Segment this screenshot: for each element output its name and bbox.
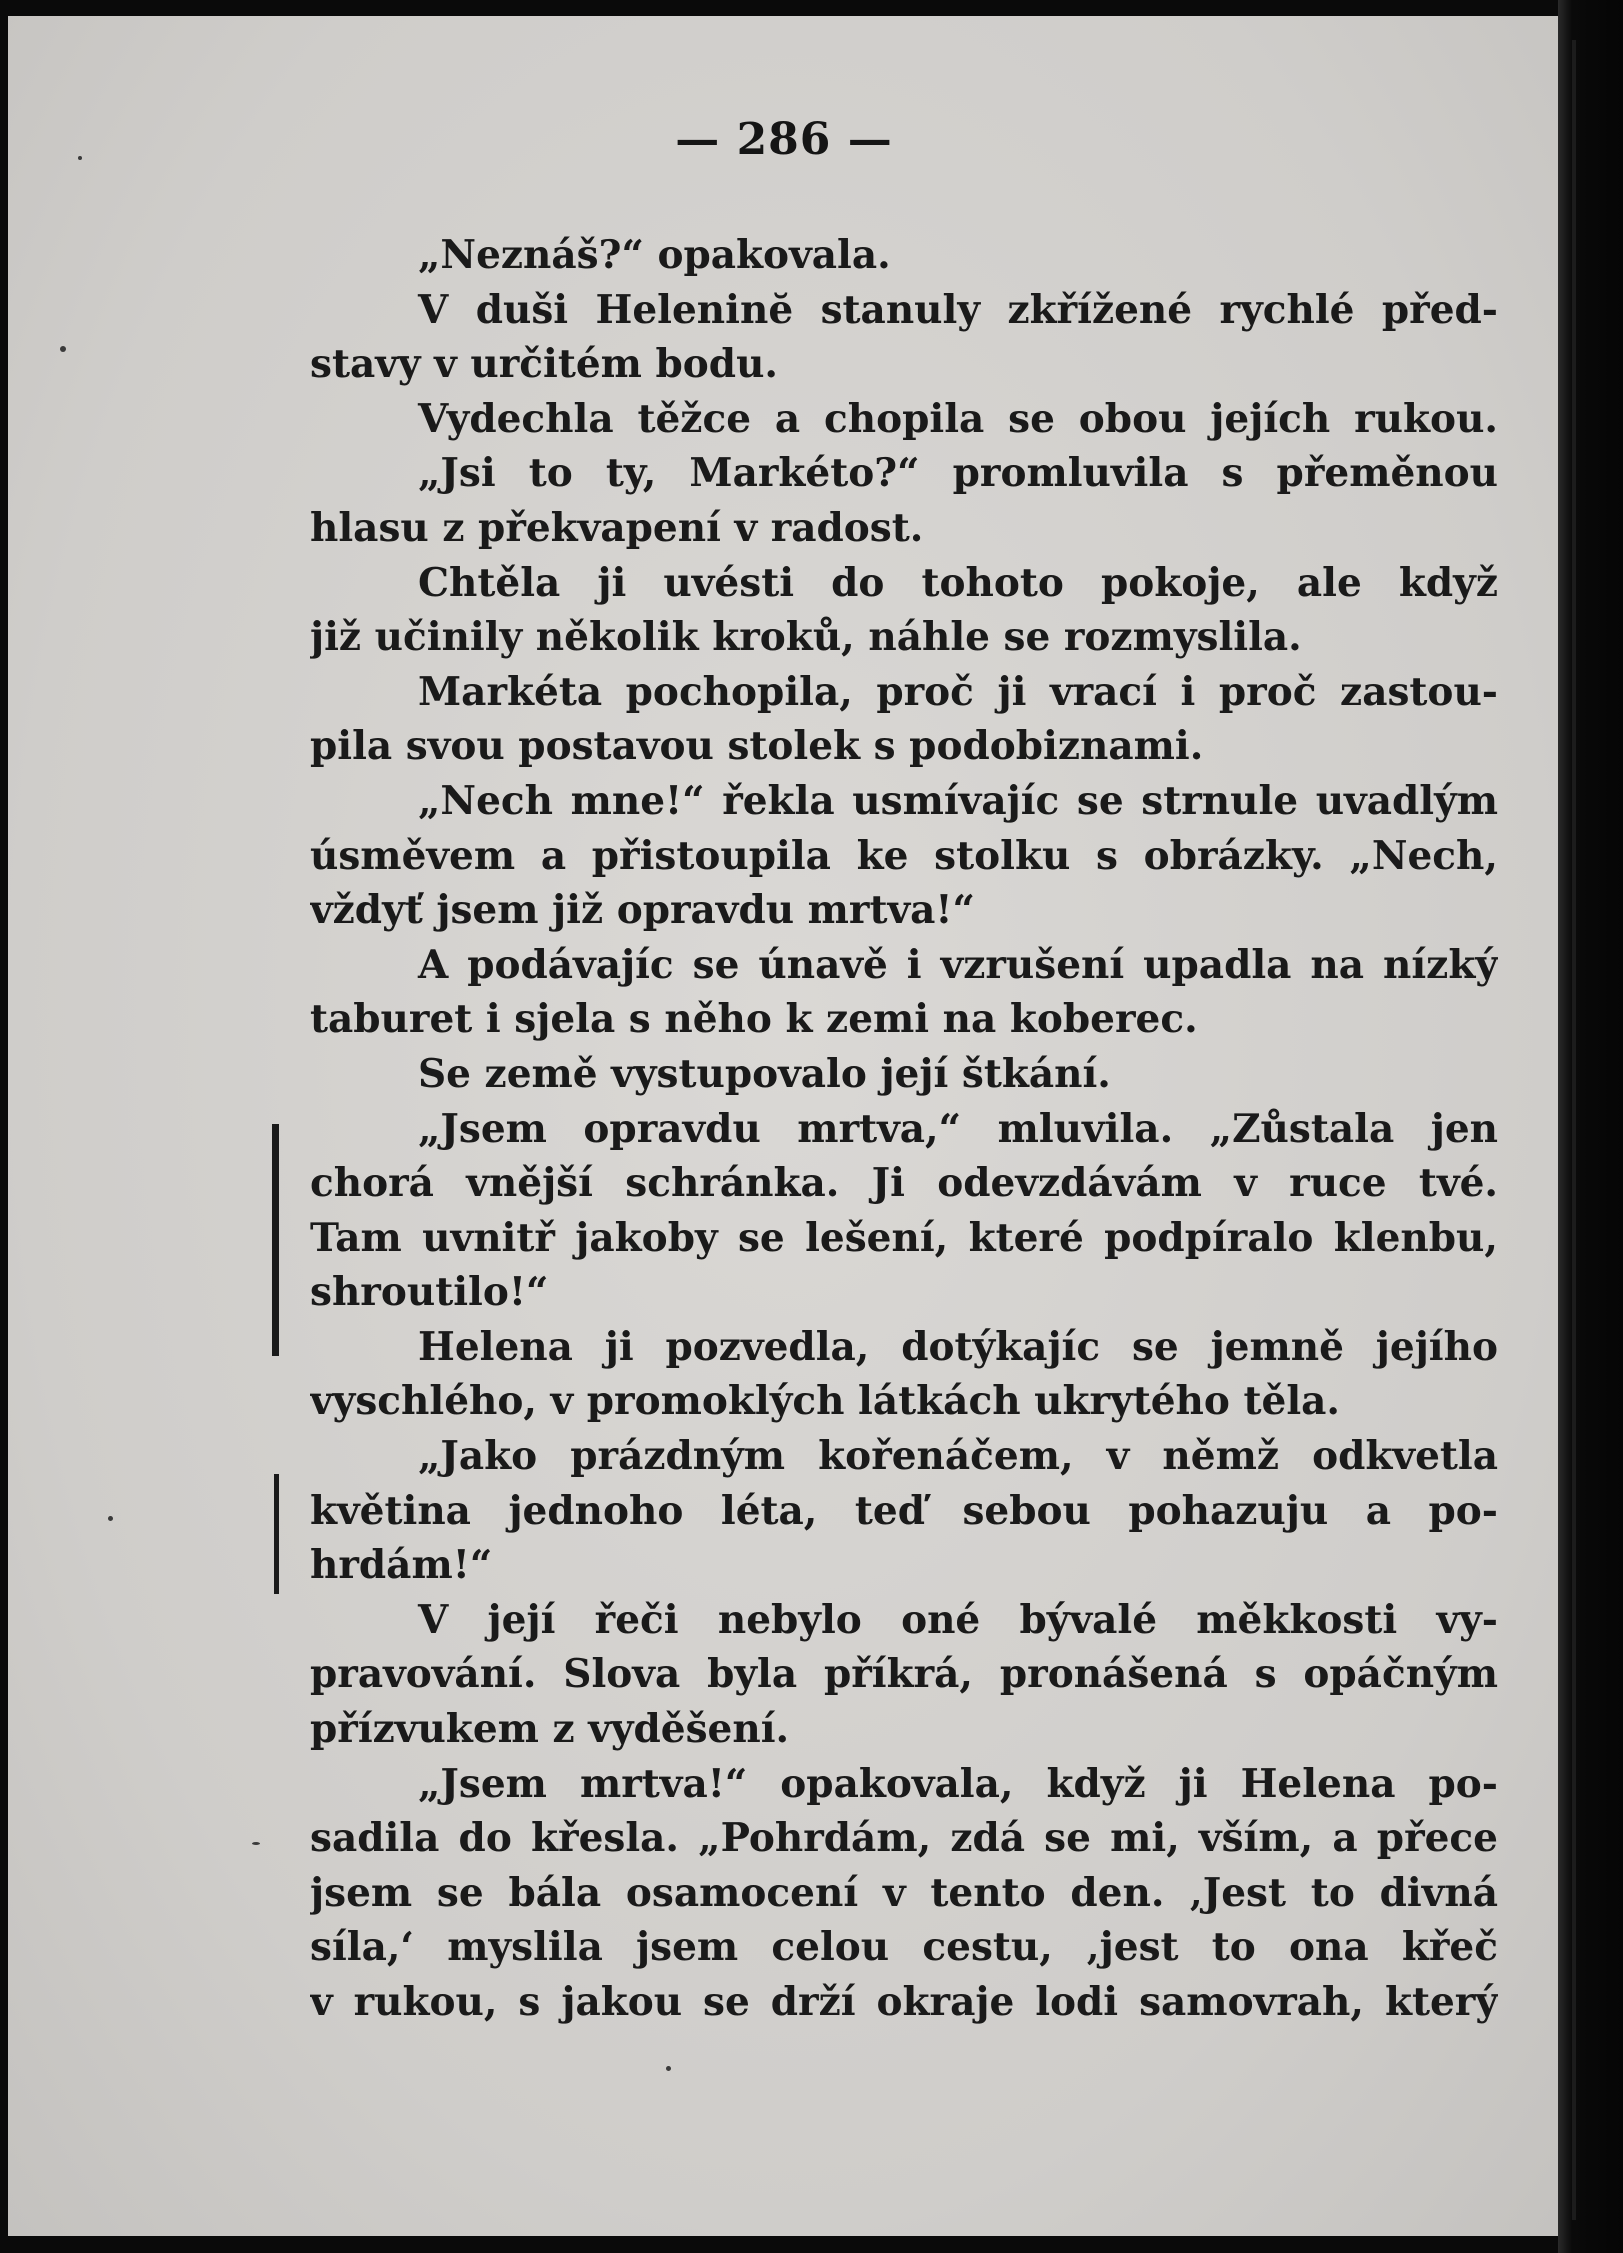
text-line: vždyť jsem již opravdu mrtva!“: [310, 887, 975, 934]
body-text: [310, 228, 1498, 2030]
text-line: „Neznáš?“ opakovala.: [418, 232, 891, 278]
text-line: A podávajíc se únavě i vzrušení upadla na nízký: [418, 941, 1498, 988]
text-line: stavy v určitém bodu.: [310, 341, 778, 388]
text-line: vyschlého, v promoklých látkách ukrytého těla.: [310, 1378, 1340, 1425]
margin-mark-upper: [272, 1124, 279, 1356]
text-line: květina jednoho léta, teď sebou pohazuju a po-: [310, 1487, 1498, 1534]
text-line: chorá vnější schránka. Ji odevzdávám v ruce tvé.: [310, 1160, 1498, 1207]
text-line: hrdám!“: [310, 1542, 493, 1589]
text-line: hlasu z překvapení v radost.: [310, 504, 924, 551]
text-line: V duši Heleninĕ stanuly zkřížené rychlé před-: [418, 286, 1498, 333]
text-line: „Jsem mrtva!“ opakovala, když ji Helena po-: [418, 1760, 1498, 1807]
text-line: Chtěla ji uvésti do tohoto pokoje, ale když: [418, 559, 1498, 606]
text-line: již učinily několik kroků, náhle se rozmyslila.: [310, 614, 1302, 661]
text-line: Se země vystupovalo její štkání.: [418, 1050, 1111, 1097]
text-line: taburet i sjela s něho k zemi na koberec.: [310, 996, 1198, 1043]
page-number: — 286 —: [675, 114, 893, 165]
text-line: Vydechla těžce a chopila se obou jejích rukou.: [418, 395, 1498, 442]
text-line: V její řeči nebylo oné bývalé měkkosti vy-: [418, 1596, 1498, 1643]
speck: [60, 346, 66, 352]
text-line: Helena ji pozvedla, dotýkajíc se jemně jejího: [418, 1323, 1498, 1370]
margin-mark-lower: [274, 1474, 279, 1594]
paper-sheet: [8, 16, 1560, 2236]
speck: [108, 1516, 113, 1521]
text-line: sadila do křesla. „Pohrdám, zdá se mi, vším, a přece: [310, 1815, 1498, 1862]
text-line: shroutilo!“: [310, 1269, 549, 1316]
text-line: Markéta pochopila, proč ji vrací i proč zastou-: [418, 668, 1498, 715]
text-line: úsměvem a přistoupila ke stolku s obrázky. „Nech,: [310, 832, 1498, 879]
text-line: „Nech mne!“ řekla usmívajíc se strnule uvadlým: [418, 777, 1498, 824]
text-line: „Jsi to ty, Markéto?“ promluvila s přeměnou: [418, 450, 1498, 497]
text-line: přízvukem z vyděšení.: [310, 1706, 790, 1753]
page-edge-shadow: [1558, 0, 1623, 2253]
text-line: Tam uvnitř jakoby se lešení, které podpíralo klenbu,: [310, 1214, 1498, 1261]
text-line: „Jako prázdným kořenáčem, v němž odkvetla: [418, 1433, 1498, 1480]
text-line: pila svou postavou stolek s podobiznami.: [310, 723, 1204, 770]
page-edge-line: [1572, 40, 1576, 2220]
text-line: „Jsem opravdu mrtva,“ mluvila. „Zůstala jen: [418, 1105, 1498, 1152]
text-line: síla,‘ myslila jsem celou cestu, ‚jest to ona křeč: [310, 1924, 1498, 1971]
speck: [252, 1842, 260, 1845]
text-line: v rukou, s jakou se drží okraje lodi samovrah, který: [310, 1979, 1498, 2025]
text-line: jsem se bála osamocení v tento den. ‚Jest to divná: [310, 1869, 1498, 1916]
text-line: pravování. Slova byla příkrá, pronášená s opáčným: [310, 1651, 1498, 1698]
speck: [78, 156, 82, 160]
speck: [666, 2066, 671, 2071]
